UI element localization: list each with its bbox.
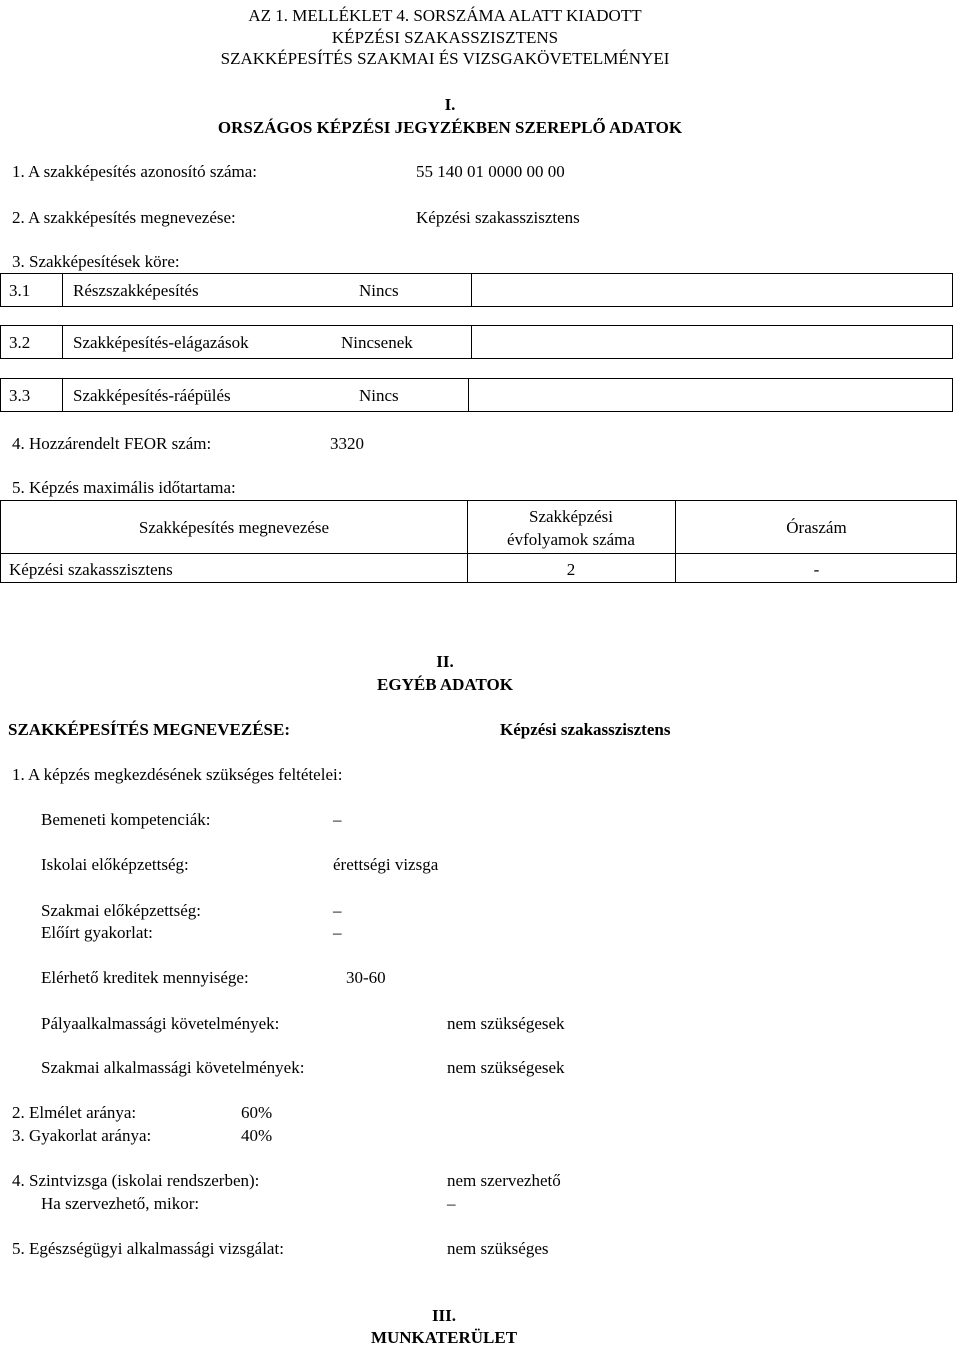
scope-row-3 [0,378,953,412]
health-value: nem szükséges [447,1239,549,1258]
duration-header-years-2: évfolyamok száma [507,530,635,549]
fitness-label: Szakmai alkalmassági követelmények: [41,1058,305,1077]
practice-value: – [333,923,342,942]
career-value: nem szükségesek [447,1014,565,1033]
prof-label: Szakmai előképzettség: [41,901,202,920]
name-label: 2. A szakképesítés megnevezése: [12,208,236,227]
duration-cell-years: 2 [566,560,576,579]
duration-header-name: Szakképesítés megnevezése [138,518,330,537]
section-2-title: EGYÉB ADATOK [377,675,513,694]
scope-row-3-num: 3.3 [9,386,31,405]
scope-row-1 [0,273,953,307]
id-value: 55 140 01 0000 00 00 [416,162,565,181]
header-line-2: KÉPZÉSI SZAKASSZISZTENS [331,28,559,47]
exam-value: nem szervezhető [447,1171,561,1190]
duration-label: 5. Képzés maximális időtartama: [12,478,236,497]
prof-value: – [333,901,342,920]
duration-header-years-1: Szakképzési [528,507,614,526]
competencies-label: Bemeneti kompetenciák: [41,810,211,829]
scope-row-1-num: 3.1 [9,281,31,300]
practice-label: Előírt gyakorlat: [41,923,153,942]
section-3-title: MUNKATERÜLET [370,1328,518,1347]
scope-row-2-value: Nincsenek [341,333,413,352]
career-label: Pályaalkalmassági követelmények: [41,1014,280,1033]
school-label: Iskolai előképzettség: [41,855,189,874]
duration-cell-name: Képzési szakasszisztens [9,560,173,579]
feor-value: 3320 [330,434,364,453]
section-3-number: III. [431,1306,457,1325]
header-line-3: SZAKKÉPESÍTÉS SZAKMAI ÉS VIZSGAKÖVETELMÉNYEI [220,49,670,68]
exam-when-label: Ha szervezhető, mikor: [41,1194,200,1213]
scope-row-1-value: Nincs [359,281,399,300]
conditions-label: 1. A képzés megkezdésének szükséges feltételei: [12,765,343,784]
duration-cell-hours: - [813,560,820,579]
name-value: Képzési szakasszisztens [416,208,580,227]
duration-table [0,500,957,583]
qualification-value: Képzési szakasszisztens [500,720,671,739]
credits-label: Elérhető kreditek mennyisége: [41,968,249,987]
exam-label: 4. Szintvizsga (iskolai rendszerben): [12,1171,260,1190]
competencies-value: – [333,810,342,829]
practice-ratio-value: 40% [241,1126,273,1145]
section-2-number: II. [436,652,454,671]
practice-ratio-label: 3. Gyakorlat aránya: [12,1126,152,1145]
scope-row-2-num: 3.2 [9,333,31,352]
qualification-label: SZAKKÉPESÍTÉS MEGNEVEZÉSE: [8,720,291,739]
feor-label: 4. Hozzárendelt FEOR szám: [12,434,212,453]
header-line-1: AZ 1. MELLÉKLET 4. SORSZÁMA ALATT KIADOTT [248,6,642,25]
theory-label: 2. Elmélet aránya: [12,1103,137,1122]
scope-row-2-label: Szakképesítés-elágazások [73,333,249,352]
exam-when-value: – [447,1194,456,1213]
id-label: 1. A szakképesítés azonosító száma: [12,162,258,181]
section-1-number: I. [444,95,456,114]
scope-label: 3. Szakképesítések köre: [12,252,180,271]
school-value: érettségi vizsga [333,855,439,874]
duration-header-hours: Óraszám [786,518,847,537]
scope-row-1-label: Részszakképesítés [73,281,199,300]
credits-value: 30-60 [346,968,386,987]
scope-row-3-value: Nincs [359,386,399,405]
scope-row-3-label: Szakképesítés-ráépülés [73,386,231,405]
section-1-title: ORSZÁGOS KÉPZÉSI JEGYZÉKBEN SZEREPLŐ ADATOK [217,118,683,137]
fitness-value: nem szükségesek [447,1058,565,1077]
theory-value: 60% [241,1103,273,1122]
health-label: 5. Egészségügyi alkalmassági vizsgálat: [12,1239,284,1258]
scope-row-2 [0,325,953,359]
